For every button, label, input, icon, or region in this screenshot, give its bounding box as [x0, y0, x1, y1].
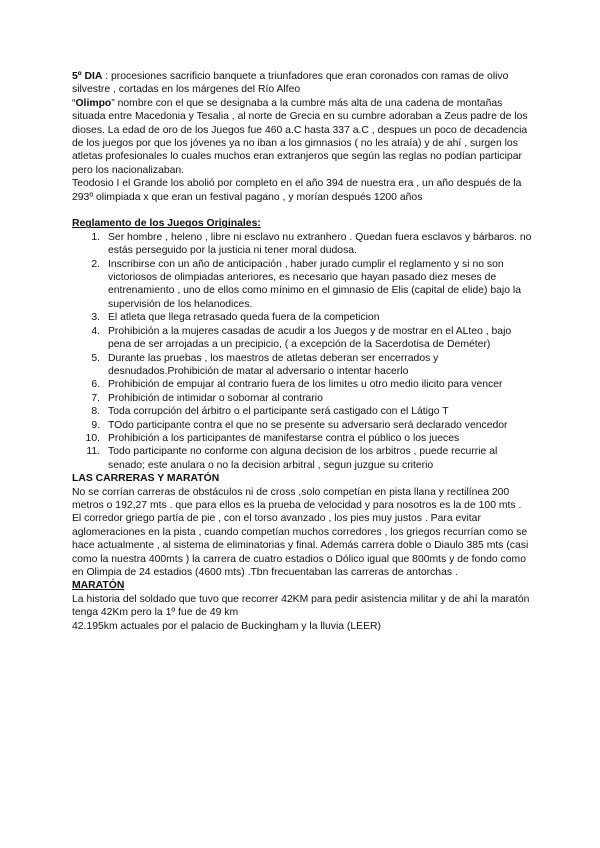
rule-number: 10.: [85, 432, 100, 444]
rule-text: Durante las pruebas , los maestros de atletas deberan ser encerrados y desnudados.Prohibición de matar al adversario o intentar hacerlo: [108, 352, 439, 377]
rule-item: [72, 258, 532, 312]
rule-number: 8.: [91, 406, 100, 418]
carreras-text: No se corrían carreras de obstáculos ni de cross ,solo competían en pista llana y rectilínea 200 metros o 192,27 mts . que para ellos es la prueba de velocidad y para nosotros es la de 100 mts . El corredor griego partía de pie , con el torso avanzado , los pies muy justos . Para evitar aglomeraciones en la pista , cuando competían muchos corredores , los griegos recurrían como se hace actualmente , al sistema de eliminatorias y final. Además carrera doble o Diaulo 385 mts (casi como la nuestra 400mts ) la carrera de cuatro estadios o Dólico igual que 800mts y de fondo como en Olimpia de 24 estadios (4600 mts) .Tbn frecuentaban las carreras de antorchas .: [72, 486, 529, 579]
dia-label: 5º DIA: [72, 71, 103, 82]
rule-text: Prohibición a la mujeres casadas de acudir a los Juegos y de mostrar en el ALteo , bajo pena de ser arrojadas a un precipicio, ( a excepción de la Sacerdotisa de Deméter): [108, 325, 512, 351]
reglamento-title: Reglamento de los Juegos Originales:: [72, 218, 261, 230]
rule-number: 9.: [91, 419, 100, 431]
rule-number: 11.: [86, 446, 100, 458]
rule-number: 7.: [91, 392, 100, 404]
rule-text: TOdo participante contra el que no se presente su adversario será declarado vencedor: [108, 419, 508, 431]
rule-text: Prohibición de empujar al contrario fuera de los limites u otro medio ilicito para vencer: [108, 379, 503, 391]
olimpo-quote: “: [72, 97, 76, 109]
rule-text: Ser hombre , heleno , libre ni esclavo nu extranhero . Quedan fuera esclavos y bárbaros. no estás perseguido por la justicia ni tener moral dudosa.: [108, 231, 532, 257]
rule-item: [72, 352, 532, 379]
dia-paragraph: [72, 70, 532, 97]
rule-number: 5.: [91, 352, 100, 364]
rule-text: Toda corrupción del árbitro o el participante será castigado con el Látigo T: [108, 406, 449, 418]
carreras-title: LAS CARRERAS Y MARATÓN: [72, 473, 220, 485]
olimpo-label: Olimpo: [75, 97, 112, 109]
olimpo-text: ” nombre con el que se designaba a la cumbre más alta de una cadena de montañas situada entre Macedonia y Tesalia , al norte de Grecia en su cumbre adoraban a Zeus padre de los dioses. La edad de oro de los Juegos fue 460 a.C hasta 337 a.C , despues un poco de decadencia de los juegos por que los jóvenes ya no iban a los gimnasios ( no les atraía) y de ahí , surgen los atletas profesionales lo cuales muchos eran extranjeros que según las reglas no podían participar pero los nacionalizaban.: [72, 97, 528, 176]
rule-number: 2.: [91, 258, 100, 270]
rule-number: 4.: [91, 325, 100, 337]
maraton-title: MARATÓN: [72, 580, 125, 592]
rule-item: [72, 311, 532, 324]
dia-text: : procesiones sacrificio banquete a triunfadores que eran coronados con ramas de olivo silvestre , cortadas en los márgenes del Río Alfeo: [72, 71, 509, 96]
rule-text: El atleta que llega retrasado queda fuera de la competicion: [108, 312, 380, 324]
maraton-text-1: La historia del soldado que tuvo que recorrer 42KM para pedir asistencia militar y de ahí la maratón tenga 42Km pero la 1º fue de 49 km: [72, 593, 530, 619]
rule-item: [72, 378, 532, 391]
rule-item: [72, 432, 532, 445]
rule-item: [72, 405, 532, 418]
maraton-text-2: 42.195km actuales por el palacio de Buckingham y la lluvia (LEER): [72, 620, 381, 632]
rule-item: [72, 392, 532, 405]
rule-item: [72, 419, 532, 432]
rule-item: [72, 325, 532, 352]
reglamento-list: [72, 231, 532, 472]
rule-text: Inscribirse con un año de anticipación , haber jurado cumplir el reglamento y si no son victoriosos de olimpiadas anteriores, es necesario que hayan pasado diez meses de entrenamiento , uno de ellos como mínimo en el gimnasio de Elis (capital de elide) bajo la supervisión de los helanodices.: [108, 258, 521, 310]
rule-number: 6.: [91, 379, 100, 391]
teodosio-paragraph: Teodosio I el Grande los abolió por completo en el año 394 de nuestra era , un año después de la 293º olimpiada x que eran un festival pagano , y morían después 1200 años: [72, 178, 522, 203]
rule-number: 1.: [91, 231, 100, 243]
olimpo-paragraph: [72, 97, 532, 177]
rule-text: Todo participante no conforme con alguna decision de los arbitros , puede recurrie al senado; este anulara o no la decision arbitral , segun juzgue su criterio: [108, 446, 498, 471]
rule-text: Prohibición de intimidar o sobornar al contrario: [108, 392, 323, 404]
rule-item: [72, 445, 532, 472]
document-page: [72, 70, 532, 633]
rule-item: [72, 231, 532, 258]
rule-number: 3.: [91, 312, 100, 324]
rule-text: Prohibición a los participantes de manifestarse contra el público o los jueces: [108, 432, 460, 444]
